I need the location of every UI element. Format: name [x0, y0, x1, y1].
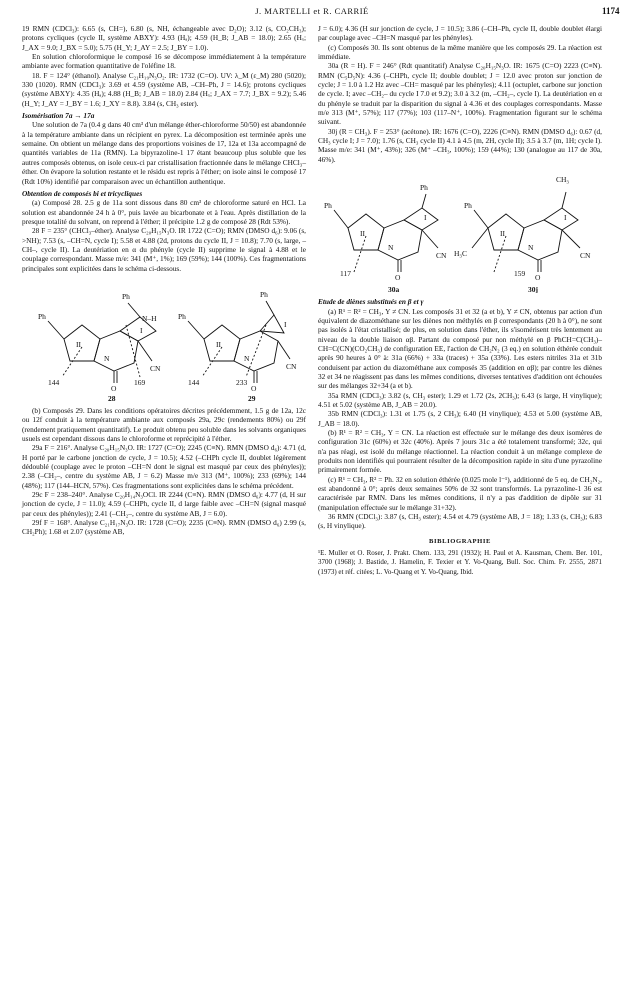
paragraph: Une solution de 7a (0.4 g dans 40 cm³ d'un mélange éther-chloroforme 50/50) est abandonnée à la température ambiante dans un récipient en pyrex. La décomposition est terminée après une semaine. On obtient un mélange dans des proportions voisines de 17, 12a et 13a accompagné de quantités variables de 11a (RMN). La bipyrazoline-1 17 étant beaucoup plus soluble que les autres composés obtenus, on isole ceux-ci par cristallisation fractionnée dans le mélange CHCl₃–éther. On évapore la solution restante et le résidu est repris à l'éther; on isole ainsi le composé 17 (Rdt 10%) identifié par comparaison avec un échantillon authentique. — [22, 120, 306, 186]
label-ph: Ph — [464, 201, 472, 211]
chemical-structure-figure — [318, 168, 602, 293]
paragraph: 29a F = 216°. Analyse C₂₀H₁₅N₃O. IR: 1727 (C=O); 2245 (C≡N). RMN (DMSO d₆): 4.71 (d, H porté par le carbone jonction de cycle, J = 10.5); 4.52 (–CHPh cycle II, doublet légèrement dédoublé (couplage avec le proton –CH=N dont le signal est masqué par ceux des phényles)); 2.38 (–CH₂–, centre du système AB, J = 6.2) Masse m/e 313 (M⁺, 100%); 233 (69%); 144 (48%); 117 (144–HCN, 57%). Ces fragmentations sont explicitées dans le schéma précédent. — [22, 443, 306, 490]
paragraph: 30a (R = H). F = 246° (Rdt quantitatif) Analyse C₂₀H₁₅N₃O. IR: 1675 (C=O) 2223 (C≡N). RMN (C₅D₅N): 4.36 (–CHPh, cycle II; double doublet; J = 12.0 avec proton sur jonction de cycle; J = 1.0 à 1.2 Hz avec –CH= masqué par les phényles); 4.11 (octuplet, carbone sur jonction de cycle. I; avec –CH₂– du cycle I 7.0 et 9.2); 3.0 à 3.2 (m, –CH₂–, cycle I). La deutériation en α du phényle se traduit par la disparition du signal à 4.36 et des couplages correspondants. Masse m/e 313 (M⁺, 57%); 117 (77%); 103 (117–N⁺, 100%). Fragmentation figurant sur le schéma suivant. — [318, 61, 602, 127]
mass-fragment: 233 — [236, 377, 248, 387]
reference: ¹E. Muller et O. Roser, J. Prakt. Chem. 133, 291 (1932); H. Paul et A. Kausman, Chem. Ber. 101, 3700 (1968); J. Bastide, J. Hamelin, F. Texier et Y. Vo-Quang, Bull. Soc. Chim. Fr. 2555, 2871 (1973) et réf. citées; L. Vo-Quang et Y. Vo-Quang, Ibid. — [318, 549, 602, 576]
structures-30a-30j — [318, 168, 602, 293]
label-ph: Ph — [38, 311, 46, 321]
paragraph: 35a RMN (CDCl₃): 3.82 (s, CH₃ ester); 1.29 et 1.72 (2s, 2CH₃); 6.43 (s large, H vinylique); 4.51 et 5.02 (système AB, J_AB = 20.0). — [318, 390, 602, 409]
ring-label: II — [500, 229, 505, 239]
section-heading: Obtention de composés bi et tricycliques — [22, 188, 143, 198]
ring-label: II — [216, 339, 221, 349]
atom-label: N — [244, 353, 250, 363]
paragraph: (a) R¹ = R² = CH₃, Y ≠ CN. Les composés 31 et 32 (a et b), Y ≠ CN, obtenus par action d'un équivalent de diazométhane sur les diènes non méthylés en β correspondants (20 h à 0°), ne sont pas isolés à l'état cristallisé; de plus, en solution dans l'éther, ils s'isomérisent très lentement au niveau de la double liaison αβ. Partant du composé pur non méthylé en β PhCH=C(CH₃)–CH=C(CN)(CO₂CH₃) de configuration EE, l'action de CH₂N₂ (3 eq.) en solution éthérée conduit après 90 heures à 0° à: 31a (66%) + 33a (traces) + 35a (33%). Les esters nitriles 31a et 31b conduisent par action du diazométhane aux composés 35 (addition en αβ); par contre les diènes 32 et 34 ne réagissent pas dans les mêmes conditions, diverses tentatives d'addition ont échouées sur des mélanges 32+34 (a et b). — [318, 306, 602, 391]
label-ph: Ph — [420, 183, 428, 193]
mass-fragment: 144 — [48, 377, 60, 387]
structures-28-29 — [22, 277, 306, 402]
paragraph: (c) R¹ = CH₃, R² = Ph. 32 en solution éthérée (0.025 mole l⁻¹), additionné de 5 eq. de CH₂N₂, est abandonné à 0°; après deux semaines 50% de 32 sont transformés. La pyrazoline-1 36 est caractérisée par RMN. Dans les mêmes conditions, il n'y a pas d'addition de dipôle sur 31 (manipulation effectuée sur le mélange 31+32). — [318, 474, 602, 512]
atom-label: CN — [580, 251, 591, 261]
atom-label: H₃C — [454, 249, 468, 259]
mass-fragment: 159 — [514, 269, 526, 279]
section-heading: Isomérisation 7a → 17a — [22, 111, 95, 121]
label-ph: Ph — [324, 201, 332, 211]
label-ph: Ph — [260, 289, 268, 299]
label-ph: Ph — [178, 311, 186, 321]
right-column — [318, 24, 602, 577]
running-header: J. MARTELLI et R. CARRIÉ — [255, 6, 369, 16]
atom-label: N — [104, 353, 110, 363]
paragraph: 19 RMN (CDCl₃): 6.65 (s, CH=), 6.80 (s, NH, échangeable avec D₂O); 3.12 (s, CO₂CH₃); protons cycliques (cycle II, système ABXY): 4.93 (Hₐ); 4.59 (H_B; J_AB = 18.0); 2.65 (Hₓ; J_AX = 9.0; J_BX = 5.0); 5.75 (H_Y; J_AY = 2.5; J_BY = 1.0). — [22, 24, 306, 52]
paragraph: 18. F = 124° (éthanol). Analyse C₂₁H₁₉N₃O₂. IR: 1732 (C=O). UV: λ_M (ε_M) 280 (5020); 330 (1020). RMN (CDCl₃): 3.69 et 4.59 (système AB, –CH–Ph, J = 14.6); protons cycliques (système ABXY): 4.35 (Hₐ); 4.88 (H_B; J_AB = 18.0) 2.84 (Hₓ; J_AX = 7.7; J_BX = 9.2); 5.46 (H_Y; J_AY = J_BY = 1.6; J_XY = 8.8). 3.84 (s, CH₃ ester). — [22, 70, 306, 108]
paragraph: En solution chloroformique le composé 16 se décompose immédiatement à la température ambiante avec formation quantitative de l'oléfine 18. — [22, 52, 306, 71]
paragraph: (b) Composés 29. Dans les conditions opératoires décrites précédemment, 1.5 g de 12a, 12c ou 12f conduit à la température ambiante aux composés 29a, 29c (rendements 80%) ou 29f (rendement pratiquement quantitatif). Le produit obtenu peu soluble dans les solvants organiques usuels est cependant dissous dans le chloroforme et reprécipité à l'éther. — [22, 405, 306, 443]
ring-label: II — [360, 229, 365, 239]
label-ph: Ph — [122, 291, 130, 301]
mass-fragment: 144 — [188, 377, 200, 387]
ring-label: I — [424, 213, 427, 223]
mass-fragment: 117 — [340, 269, 351, 279]
paragraph: 28 F = 235° (CHCl₃–éther). Analyse C₂₀H₁₅N₃O. IR 1722 (C=O); RMN (DMSO d₆): 9.06 (s, >NH); 7.53 (s, –CH=N, cycle I); 5.58 et 4.88 (2d, protons du cycle II, J = 10.8); 7.70 (s, large, –CH–, cycle II). La deutériation en α du phényle (cycle II) supprime le signal à 4.88 et le couplage correspondant. Masse m/e: 341 (M⁺, 1%); 169 (59%); 144 (100%). Ces fragmentations principales sont explicitées dans le schéma ci-dessous. — [22, 226, 306, 273]
atom-label: O — [251, 383, 257, 393]
paragraph: 29c F = 238–240°. Analyse C₂₀H₁₄N₃OCl. IR 2244 (C≡N). RMN (DMSO d₆): 4.77 (d, H sur jonction de cycle, J = 11.0); 4.59 (–CHPh, cycle II, d large faible avec –CH=N (signal masqué par ceux des phényles)); 2.41 (–CH₂–, centre du système AB, J = 6.0). — [22, 490, 306, 518]
paragraph: (a) Composé 28. 2.5 g de 11a sont dissous dans 80 cm³ de chloroforme saturé en HCl. La solution est abandonnée 24 h à 0°, puis lavée au bicarbonate et à l'eau. Après distillation de la presque totalité du solvant, on reprend à l'éther; il précipite 1.2 g de composé 28 (Rdt 53%). — [22, 198, 306, 226]
atom-label: N — [388, 243, 394, 253]
paragraph: 29f F = 168°. Analyse C₂₁H₁₇N₃O. IR: 1728 (C=O); 2235 (C≡N). RMN (DMSO d₆) 2.99 (s, CH₂Ph); 1.68 et 2.07 (système AB, — [22, 518, 306, 537]
compound-label: 29 — [248, 393, 256, 402]
paragraph: 30j (R = CH₃). F = 253° (acétone). IR: 1676 (C=O), 2226 (C≡N). RMN (DMSO d₆): 0.67 (d, CH₃ cycle I; J = 7.0); 1.76 (s, CH₃ cycle II) 4.1 à 4.5 (m, 2H, cycle II); 3.5 à 3.7 (m, 1H; cycle I). Masse m/e: 341 (M⁺, 43%); 326 (M⁺ –CH₃, 100%); 159 (44%); 130 (analogue au 117 de 30a, 46%). — [318, 126, 602, 164]
mass-fragment: 169 — [134, 377, 146, 387]
paragraph: 36 RMN (CDCl₃): 3.87 (s, CH₃ ester); 4.54 et 4.79 (système AB, J = 18); 1.33 (s, CH₃); 6.83 (s, H vinylique). — [318, 512, 602, 531]
paragraph: (b) R¹ = R² = CH₃, Y = CN. La réaction est effectuée sur le mélange des deux isomères de configuration 31c (60%) et 32c (40%). Après 7 jours 31c a été totalement transformé; 32c, qui n'a pas réagi, est isolé du mélange réactionnel. La réaction conduit à un mélange complexe de produits non identifiés qui pourraient résulter de la décomposition rapide in situ d'une pyrazoline primairement formée. — [318, 427, 602, 475]
atom-label: O — [395, 273, 401, 283]
paragraph: (c) Composés 30. Ils sont obtenus de la même manière que les composés 29. La réaction est immédiate. — [318, 42, 602, 62]
paragraph: 35b RMN (CDCl₃): 1.31 et 1.75 (s, 2 CH₃); 6.40 (H vinylique); 4.53 et 5.00 (système AB, J_AB = 18.0). — [318, 409, 602, 428]
compound-label: 30a — [388, 285, 400, 294]
atom-label: CH₃ — [556, 175, 570, 185]
paragraph: J = 6.0); 4.36 (H sur jonction de cycle, J = 10.5); 3.86 (–CH–Ph, cycle II, double doublet élargi par couplage avec –CH=N masqué par les phényles). — [318, 24, 602, 43]
ring-label: I — [284, 319, 287, 329]
chemical-structure-figure — [22, 277, 306, 402]
atom-label: O — [535, 273, 541, 283]
bibliography-heading: BIBLIOGRAPHIE — [428, 537, 492, 545]
atom-label: CN — [286, 361, 297, 371]
ring-label: I — [140, 325, 143, 335]
left-column — [22, 24, 306, 537]
atom-label: CN — [150, 363, 161, 373]
compound-label: 28 — [108, 393, 116, 402]
page-number: 1174 — [602, 6, 620, 16]
ring-label: II — [76, 339, 81, 349]
ring-label: I — [564, 213, 567, 223]
atom-label: N — [528, 243, 534, 253]
atom-label: N–H — [142, 313, 157, 323]
atom-label: CN — [436, 251, 447, 261]
compound-label: 30j — [528, 285, 538, 294]
atom-label: O — [111, 383, 117, 393]
section-heading: Etude de diènes substitués en β et γ — [318, 297, 424, 307]
